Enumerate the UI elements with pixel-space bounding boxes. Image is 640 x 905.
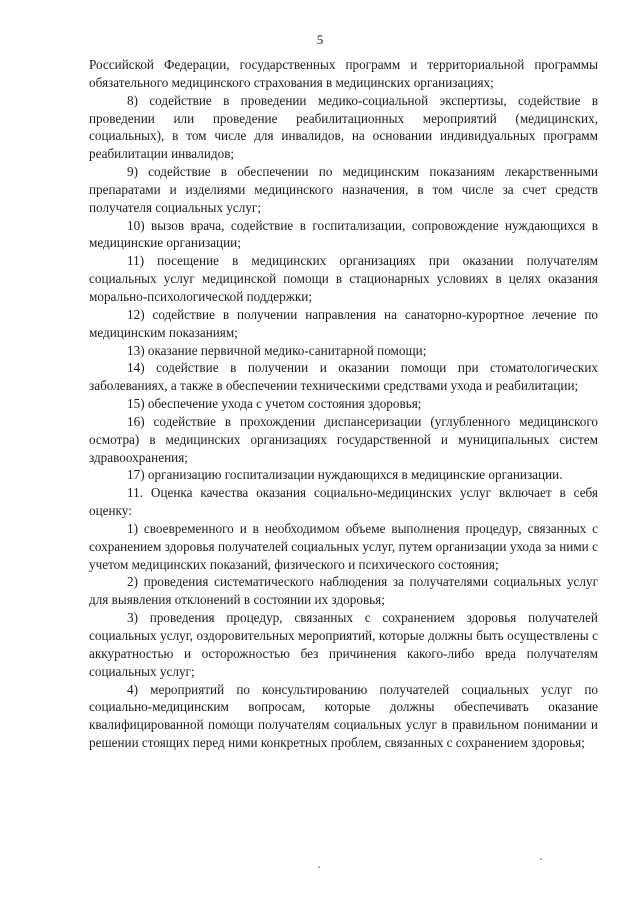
list-item-9: 9) содействие в обеспечении по медицинским показаниям лекарственными препаратами и изделиями медицинского назначения, в том числе за счет средств получателя социальных услуг; [89, 164, 598, 215]
page-number: 5 [316, 32, 324, 47]
list-item-17: 17) организацию госпитализации нуждающихся в медицинские организации. [127, 467, 563, 483]
scan-speck [318, 866, 320, 868]
list-item-8: 8) содействие в проведении медико-социальной экспертизы, содействие в проведении или проведение реабилитационных мероприятий (медицинских, социальных), в том числе для инвалидов, на основании индивидуальных программ реабилитации инвалидов; [89, 92, 598, 162]
list-item-12: 12) содействие в получении направления на санаторно-курортное лечение по медицинским показаниям; [89, 306, 598, 340]
list-item-13: 13) оказание первичной медико-санитарной помощи; [127, 342, 427, 358]
body-text [89, 56, 598, 752]
list-item-15: 15) обеспечение ухода с учетом состояния здоровья; [127, 396, 422, 412]
assessment-item-1: 1) своевременного и в необходимом объеме выполнения процедур, связанных с сохранением здоровья получателей социальных услуг, путем организации ухода за ними с учетом медицинских показаний, физического и психического состояния; [89, 520, 598, 572]
list-item-16: 16) содействие в прохождении диспансеризации (углубленного медицинского осмотра) в медицинских организациях государственной и муниципальных систем здравоохранения; [89, 413, 598, 465]
scan-speck [540, 858, 542, 860]
paragraph-continuation: Российской Федерации, государственных программ и территориальной программы обязательного медицинского страхования в медицинских организациях; [89, 57, 598, 90]
assessment-item-3: 3) проведения процедур, связанных с сохранением здоровья получателей социальных услуг, оздоровительных мероприятий, которые должны быть осуществлены с аккуратностью и осторожностью без причинения какого-либо вреда получателям социальных услуг; [89, 610, 598, 679]
list-item-10: 10) вызов врача, содействие в госпитализации, сопровождение нуждающихся в медицинские организации; [89, 217, 598, 251]
list-item-11: 11) посещение в медицинских организациях при оказании получателям социальных услуг медицинской помощи в стационарных условиях в целях оказания морально-психологической поддержки; [89, 253, 598, 304]
assessment-item-4: 4) мероприятий по консультированию получателей социальных услуг по социально-медицинским вопросам, которые должны обеспечивать оказание квалифицированной помощи получателям социальных услуг в правильном понимании и решении стоящих перед ними конкретных проблем, связанных с сохранением здоровья; [89, 681, 598, 751]
assessment-item-2: 2) проведения систематического наблюдения за получателями социальных услуг для выявления отклонений в состоянии их здоровья; [89, 574, 598, 608]
list-item-14: 14) содействие в получении и оказании помощи при стоматологических заболеваниях, а также в обеспечении техническими средствами ухода и реабилитации; [89, 360, 598, 394]
section-11-heading-paragraph: 11. Оценка качества оказания социально-медицинских услуг включает в себя оценку: [89, 485, 598, 519]
